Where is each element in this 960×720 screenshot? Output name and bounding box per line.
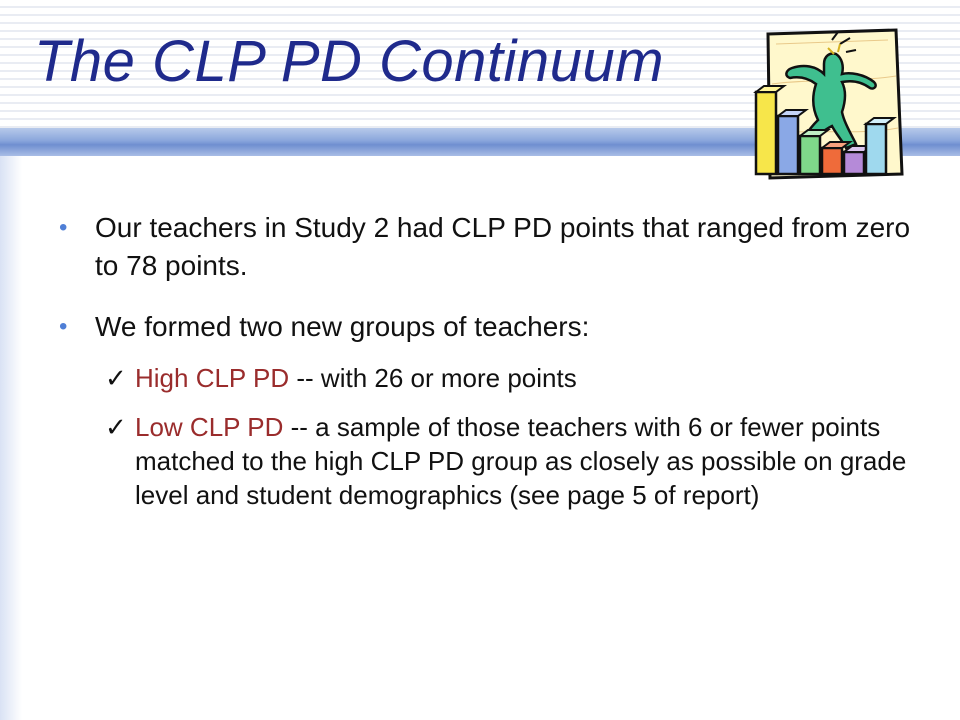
checkmark-icon: ✓ [105, 363, 127, 393]
bullet-dot-icon: • [59, 313, 68, 340]
bullet-item [59, 308, 915, 346]
check-item-term: High CLP PD [135, 363, 290, 393]
check-item-text: -- with 26 or more points [289, 363, 577, 393]
bullet-text: We formed two new groups of teachers: [95, 311, 590, 342]
slide-title: The CLP PD Continuum [34, 29, 665, 94]
bullet-text: Our teachers in Study 2 had CLP PD points that ranged from zero to 78 points. [95, 212, 911, 281]
checkmark-icon: ✓ [105, 412, 127, 442]
bullet-dot-icon: • [59, 214, 68, 241]
check-item [105, 410, 925, 512]
bullet-item [59, 209, 915, 285]
check-item-term: Low CLP PD [135, 412, 284, 442]
check-item-text: -- a sample of those teachers with 6 or fewer points matched to the high CLP PD group as closely as possible on grade level and student demographics (see page 5 of report) [135, 412, 907, 510]
check-item [105, 361, 925, 395]
